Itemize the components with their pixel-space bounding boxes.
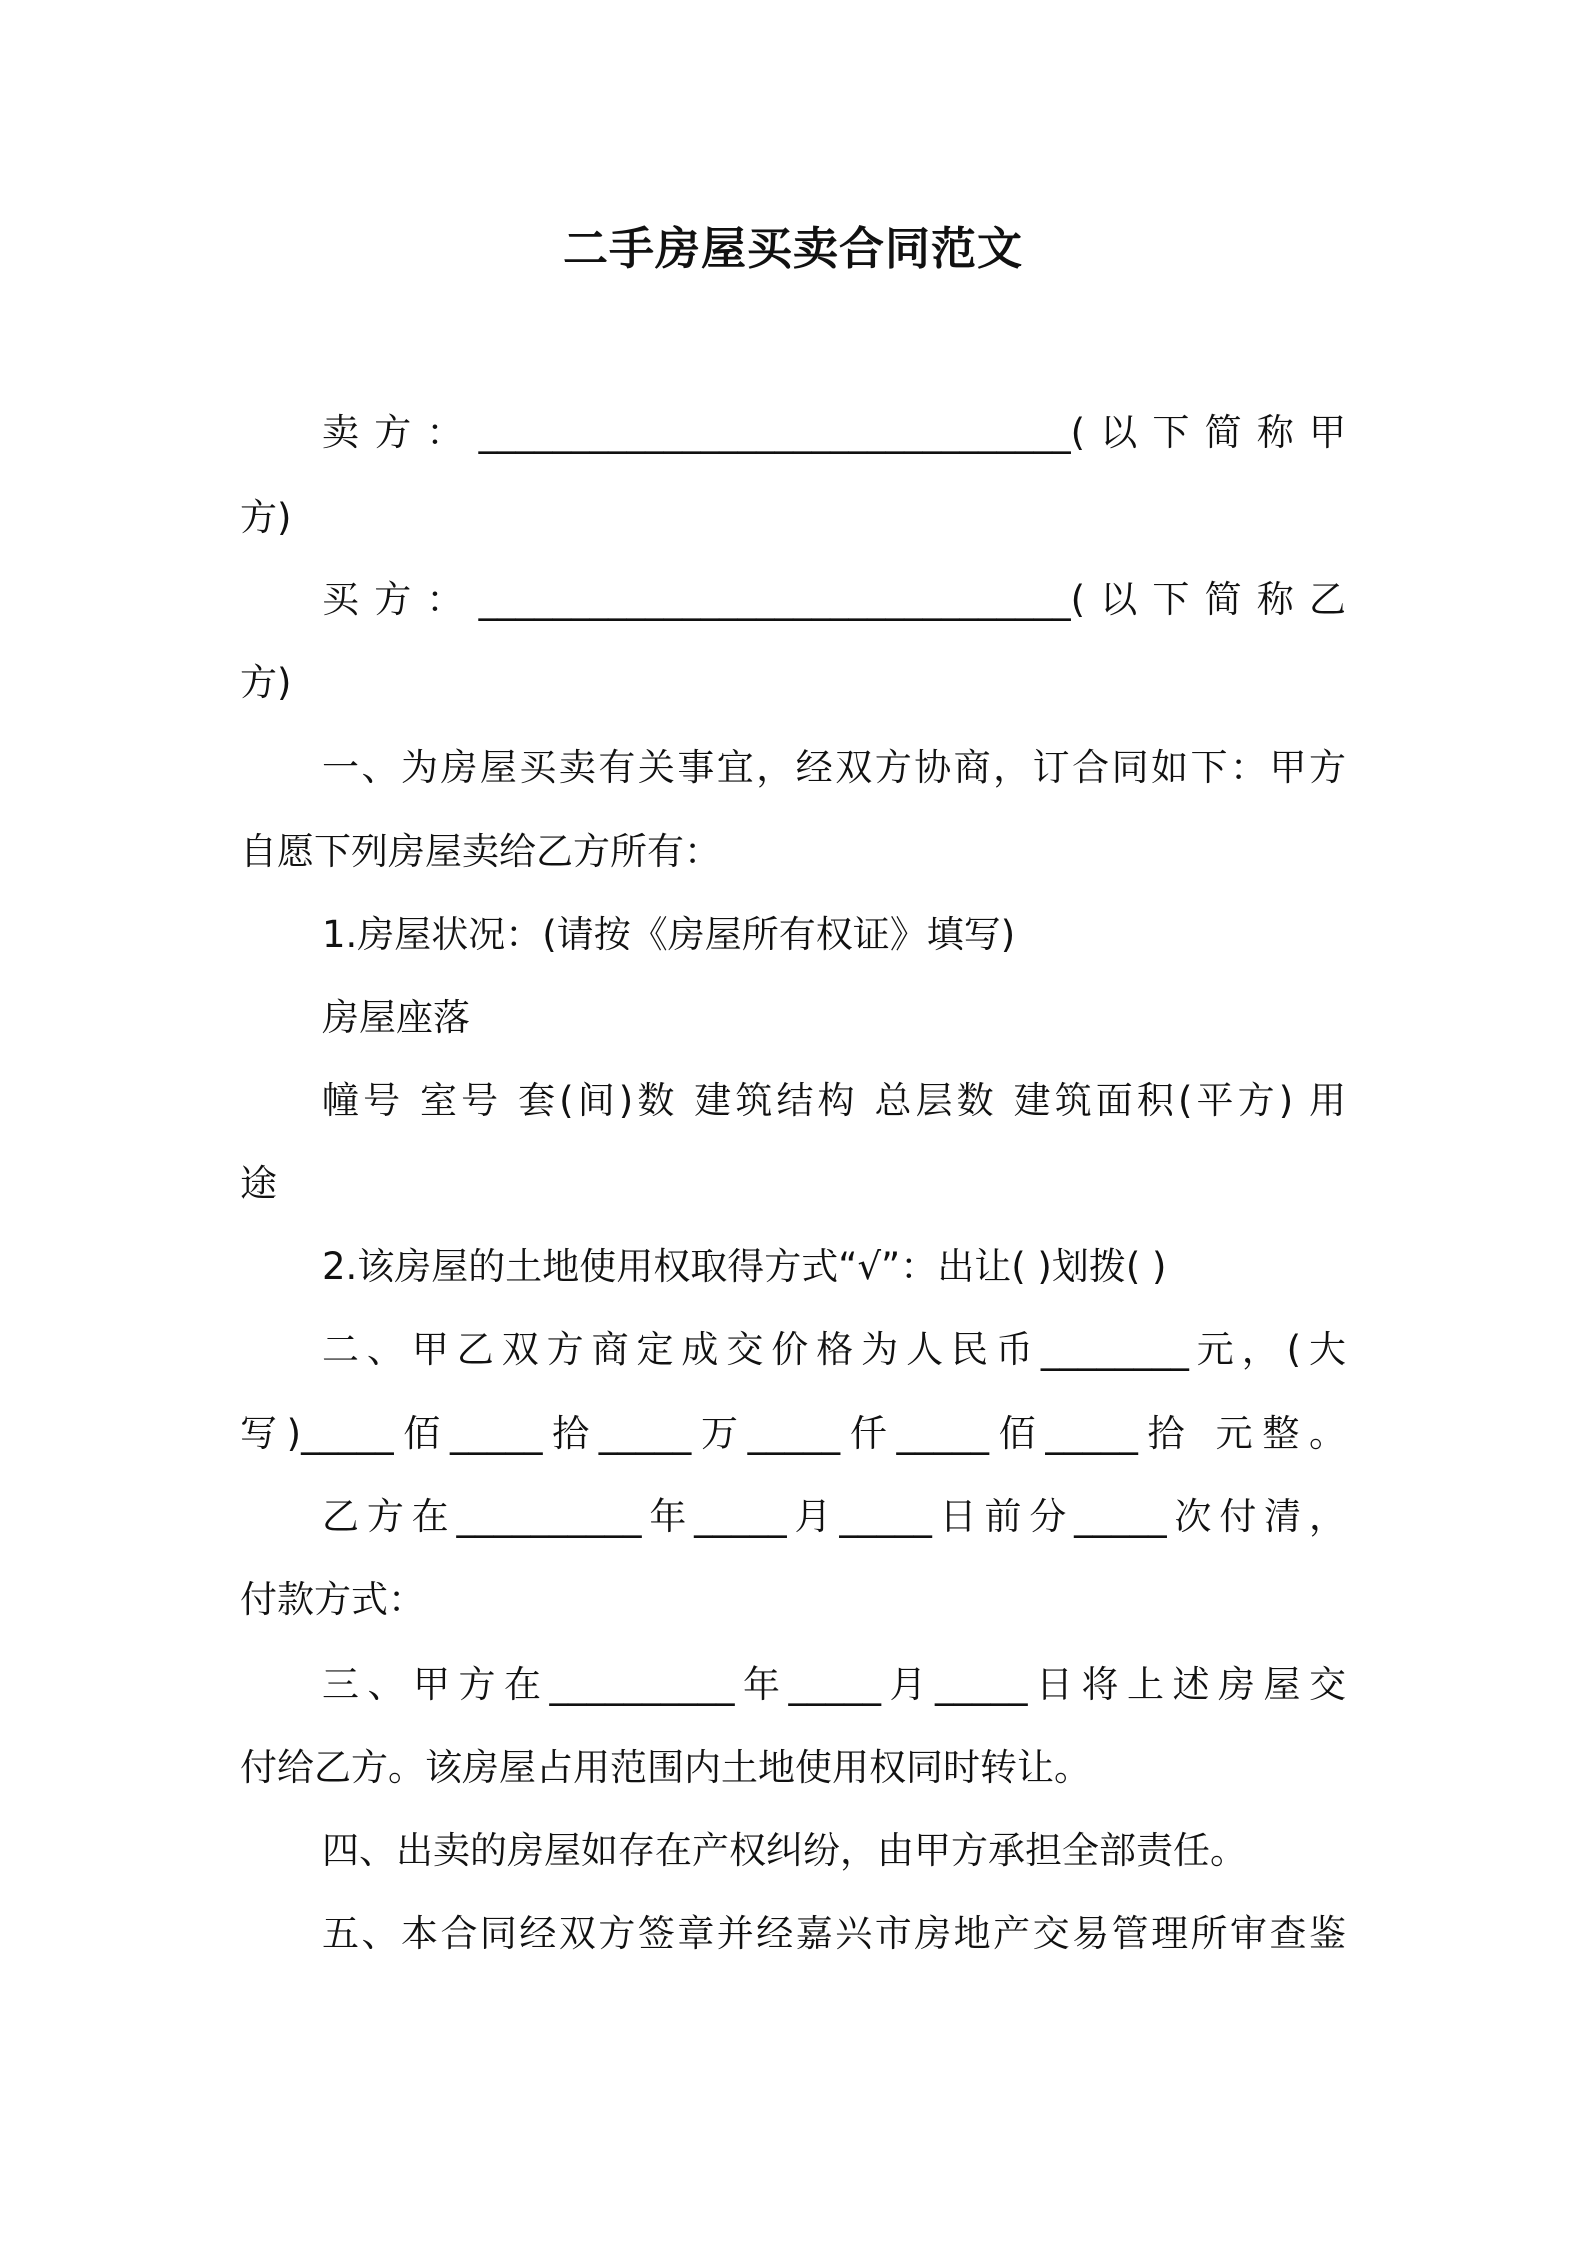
house-status-line: 1.房屋状况：(请按《房屋所有权证》填写)	[322, 913, 1016, 956]
seller-line: 卖方：________________________________(以下简称甲	[322, 411, 1346, 454]
house-fields-line-2: 途	[240, 1162, 277, 1205]
house-fields-line-1: 幢号 室号 套(间)数 建筑结构 总层数 建筑面积(平方) 用	[322, 1079, 1346, 1122]
seller-line-continued: 方)	[240, 496, 292, 539]
clause-one-line-1: 一、为房屋买卖有关事宜，经双方协商，订合同如下：甲方	[322, 746, 1346, 789]
payment-line-1: 乙方在__________年_____月_____日前分_____次付清，	[322, 1495, 1346, 1538]
payment-line-2: 付款方式：	[240, 1578, 425, 1621]
clause-four-line: 四、出卖的房屋如存在产权纠纷，由甲方承担全部责任。	[322, 1829, 1247, 1872]
buyer-line: 买方：________________________________(以下简称乙	[322, 578, 1346, 621]
clause-one-line-2: 自愿下列房屋卖给乙方所有：	[240, 830, 721, 873]
buyer-line-continued: 方)	[240, 661, 292, 704]
clause-three-line-2: 付给乙方。该房屋占用范围内土地使用权同时转让。	[240, 1746, 1091, 1789]
document-title: 二手房屋买卖合同范文	[562, 222, 1023, 275]
land-use-line: 2.该房屋的土地使用权取得方式“√”：出让( )划拨( )	[322, 1245, 1167, 1288]
house-location-line: 房屋座落	[322, 996, 470, 1039]
clause-two-line-1: 二、甲乙双方商定成交价格为人民币________元，(大	[322, 1328, 1346, 1371]
clause-two-line-2: 写)_____佰_____拾_____万_____仟_____佰_____拾 元整。	[240, 1412, 1346, 1455]
clause-three-line-1: 三、甲方在__________年_____月_____日将上述房屋交	[322, 1663, 1346, 1706]
clause-five-line: 五、本合同经双方签章并经嘉兴市房地产交易管理所审查鉴	[322, 1912, 1346, 1955]
